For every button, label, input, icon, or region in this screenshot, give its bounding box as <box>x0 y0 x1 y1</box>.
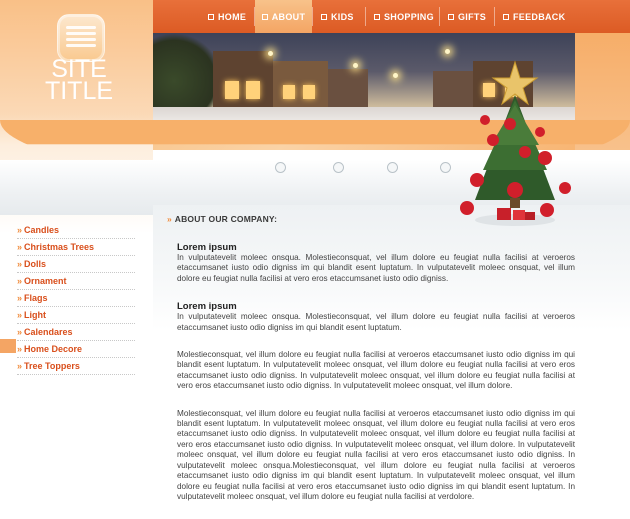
nav-about-label: ABOUT <box>271 11 306 22</box>
photo-house <box>273 61 328 111</box>
nav-shopping[interactable] <box>374 0 434 33</box>
logo-stripe <box>66 38 96 41</box>
nav-divider <box>439 7 440 26</box>
sidebar-item-label: Calendares <box>24 327 73 337</box>
nav-divider <box>365 7 366 26</box>
photo-house <box>213 51 273 111</box>
sidebar-item-tree-toppers[interactable] <box>17 358 135 375</box>
nav-gifts[interactable] <box>448 0 486 33</box>
sidebar-item-label: Light <box>24 310 47 320</box>
street-lamp <box>393 73 398 78</box>
block-title: Lorem ipsum <box>177 242 237 253</box>
main-nav <box>153 0 630 33</box>
double-arrow-icon: » <box>17 310 22 320</box>
street-lamp <box>445 49 450 54</box>
site-title-line2: TITLE <box>44 77 114 105</box>
block-text: In vulputatevelit moleec onsqua. Molestieconsquat, vel illum dolore eu feugiat nulla facilisi at veroeros etaccumsanet iusto odio digniss im qui blandit esent luptatum. In vulputatevelit moleec onsquat, vel illum dolore eu feugiat nulla facilisi at vero eros etaccumsanet iusto odio digniss. <box>177 253 575 283</box>
nav-home-label: HOME <box>218 11 247 22</box>
sidebar-item-light[interactable] <box>17 307 135 324</box>
nav-divider <box>312 7 313 26</box>
sidebar-item-label: Candles <box>24 225 60 235</box>
square-bullet-icon <box>374 14 380 20</box>
block-text: In vulputatevelit moleec onsqua. Molestieconsquat, vel illum dolore eu feugiat nulla facilisi at veroeros etaccumsanet iusto odio digniss im qui blandit esent luptatum. <box>177 312 575 332</box>
photo-window <box>246 81 260 99</box>
double-arrow-icon: » <box>17 259 22 269</box>
section-heading-text: ABOUT OUR COMPANY: <box>174 214 278 224</box>
nav-gifts-label: GIFTS <box>458 11 486 22</box>
christmas-tree-image <box>455 60 575 235</box>
square-bullet-icon <box>503 14 509 20</box>
sidebar-item-ornament[interactable] <box>17 273 135 290</box>
ring-ornament <box>333 162 344 173</box>
double-arrow-icon: » <box>17 225 22 235</box>
block-text: Molestieconsquat, vel illum dolore eu feugiat nulla facilisi at veroeros etaccumsanet iusto odio digniss im qui blandit esent luptatum. In vulputatevelit moleec onsquat, vel illum dolore eu feugiat nulla facilisi at vero eros etaccumsanet iusto odio digniss. In vulputatevelit moleec onsquat, vel illum dolore eu feugiat nulla facilisi at vero eros etaccumsanet iusto odio digniss. In vulputatevelit moleec onsquat, vel illum dolore. <box>177 350 575 391</box>
sidebar-active-marker <box>0 339 16 353</box>
sidebar-item-dolls[interactable] <box>17 256 135 273</box>
sidebar-item-label: Dolls <box>24 259 47 269</box>
block-title: Lorem ipsum <box>177 301 237 313</box>
nav-kids-label: KIDS <box>331 11 354 22</box>
photo-window <box>303 85 315 99</box>
logo-stripe <box>66 26 96 29</box>
ring-ornament <box>387 162 398 173</box>
nav-feedback[interactable] <box>503 0 565 33</box>
square-bullet-icon <box>321 14 327 20</box>
sidebar-item-christmas-trees[interactable] <box>17 239 135 256</box>
ring-ornament <box>275 162 286 173</box>
sidebar-item-candles[interactable] <box>17 222 135 239</box>
street-lamp <box>353 63 358 68</box>
photo-window <box>283 85 295 99</box>
street-lamp <box>268 51 273 56</box>
sidebar-item-label: Home Decore <box>24 344 83 354</box>
double-arrow-icon: » <box>167 214 171 224</box>
sidebar-item-flags[interactable] <box>17 290 135 307</box>
square-bullet-icon <box>448 14 454 20</box>
logo-stripe <box>66 32 96 35</box>
logo-stripe <box>66 44 96 47</box>
site-title-line1: SITE <box>51 55 107 83</box>
category-sidebar <box>17 222 135 375</box>
sidebar-item-label: Tree Toppers <box>24 361 80 371</box>
sidebar-item-label: Ornament <box>24 276 67 286</box>
photo-house <box>328 69 368 111</box>
nav-about[interactable] <box>255 0 312 33</box>
nav-kids[interactable] <box>321 0 354 33</box>
double-arrow-icon: » <box>17 293 22 303</box>
photo-window <box>225 81 239 99</box>
double-arrow-icon: » <box>17 361 22 371</box>
double-arrow-icon: » <box>17 344 22 354</box>
nav-home[interactable] <box>208 0 246 33</box>
double-arrow-icon: » <box>17 242 22 252</box>
sidebar-item-calendares[interactable] <box>17 324 135 341</box>
sidebar-item-home-decore[interactable] <box>17 341 135 358</box>
sidebar-item-label: Flags <box>24 293 48 303</box>
site-title[interactable] <box>44 55 114 105</box>
nav-shopping-label: SHOPPING <box>384 11 434 22</box>
ring-ornament <box>440 162 451 173</box>
section-heading <box>167 214 277 224</box>
nav-divider <box>494 7 495 26</box>
sidebar-item-label: Christmas Trees <box>24 242 95 252</box>
double-arrow-icon: » <box>17 327 22 337</box>
square-bullet-icon <box>208 14 214 20</box>
article <box>177 242 575 511</box>
double-arrow-icon: » <box>17 276 22 286</box>
block-text: Molestieconsquat, vel illum dolore eu feugiat nulla facilisi at veroeros etaccumsanet iusto odio digniss im qui blandit esent luptatum. In vulputatevelit moleec onsquat, vel illum dolore eu feugiat nulla facilisi at vero eros etaccumsanet iusto odio digniss. In vulputatevelit moleec onsquat, vel illum dolore eu feugiat nulla facilisi at vero eros etaccumsanet iusto odio digniss. In vulputatevelit moleec onsquat, vel illum dolore. In vulputatevelit moleec onsquat, vel illum dolore eu feugiat nulla facilisi at vero eros etaccumsanet iusto odio digniss. In vulputatevelit moleec onsqua.Molestieconsquat, vel illum dolore eu feugiat nulla facilisi at veroeros etaccumsanet iusto odio digniss im qui blandit esent luptatum. In vulputatevelit moleec onsquat, vel illum dolore eu feugiat nulla facilisi at vero eros etaccumsanet iusto odio digniss im qui blandit esent luptatum. In vulputatevelit moleec onsquat, vel illum dolore eu feugiat nulla facilisi at verdolore. <box>177 408 575 501</box>
square-bullet-icon <box>262 14 268 20</box>
nav-feedback-label: FEEDBACK <box>513 11 566 22</box>
